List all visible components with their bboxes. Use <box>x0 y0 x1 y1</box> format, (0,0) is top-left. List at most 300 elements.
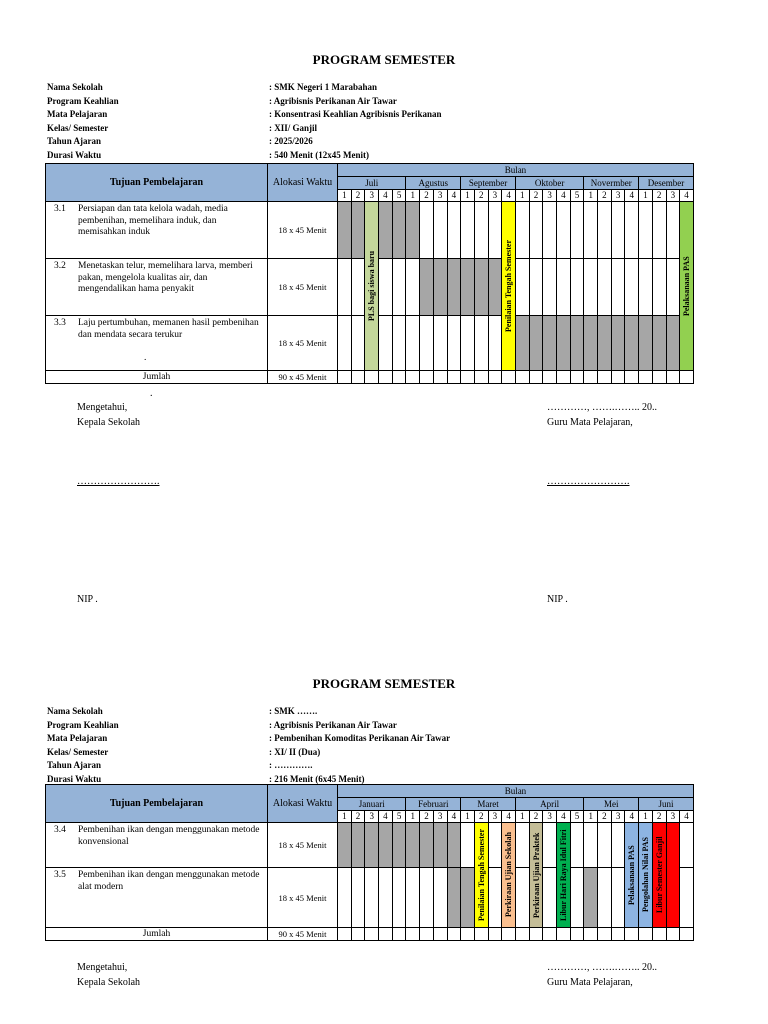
week-cell <box>584 259 598 316</box>
alokasi-cell: 18 x 45 Menit <box>268 316 338 371</box>
tujuan-number: 3.2 <box>54 261 66 271</box>
week-number: 4 <box>379 811 393 823</box>
week-cell <box>598 202 612 259</box>
info-label: Kelas/ Semester <box>47 122 109 133</box>
sign-right-1: …………, …….…….. 20.. <box>547 402 657 413</box>
week-number: 1 <box>338 190 352 202</box>
schedule-table <box>45 163 694 384</box>
sign-left-1: Mengetahui, <box>77 402 128 413</box>
week-cell <box>680 823 694 868</box>
tujuan-number: 3.4 <box>54 825 66 835</box>
week-cell <box>351 928 365 941</box>
week-number: 1 <box>584 811 598 823</box>
week-cell <box>611 823 625 868</box>
week-cell <box>365 371 379 384</box>
week-cell <box>474 371 488 384</box>
week-number: 2 <box>529 811 543 823</box>
info-label: Kelas/ Semester <box>47 746 109 757</box>
week-number: 2 <box>652 190 666 202</box>
week-cell <box>570 868 584 928</box>
info-value: : XII/ Ganjil <box>269 122 318 133</box>
event-column <box>652 823 666 928</box>
week-cell <box>488 259 502 316</box>
week-cell <box>447 259 461 316</box>
week-number: 3 <box>543 190 557 202</box>
week-cell <box>584 928 598 941</box>
week-cell <box>461 868 475 928</box>
info-label: Nama Sekolah <box>47 82 103 92</box>
week-cell <box>488 868 502 928</box>
week-cell <box>529 928 543 941</box>
week-cell <box>584 868 598 928</box>
month-header: September <box>461 177 516 190</box>
week-cell <box>570 371 584 384</box>
jumlah-label: Jumlah <box>46 371 268 384</box>
week-cell <box>666 202 680 259</box>
sign-right-2: Guru Mata Pelajaran, <box>547 417 633 428</box>
info-value: : SMK Negeri 1 Marabahan <box>269 82 377 92</box>
week-number: 3 <box>433 811 447 823</box>
month-header: Februari <box>406 798 461 811</box>
info-value: : XI/ II (Dua) <box>269 746 321 757</box>
month-header: Mei <box>584 798 639 811</box>
week-cell <box>570 928 584 941</box>
week-cell <box>461 928 475 941</box>
week-number: 3 <box>543 811 557 823</box>
event-label <box>667 825 680 925</box>
event-label: Pelaksanaan PAS <box>682 256 692 316</box>
tujuan-number: 3.1 <box>54 204 66 214</box>
jumlah-label: Jumlah <box>46 928 268 941</box>
week-cell <box>570 823 584 868</box>
week-cell <box>447 316 461 371</box>
week-cell <box>406 316 420 371</box>
header-alokasi: Alokasi Waktu <box>268 164 338 202</box>
info-label: Durasi Waktu <box>47 773 102 784</box>
week-cell <box>351 259 365 316</box>
week-cell <box>557 371 571 384</box>
event-label: Penilaian Tengah Semester <box>504 240 514 333</box>
week-cell <box>420 371 434 384</box>
week-cell <box>338 259 352 316</box>
week-number: 2 <box>652 811 666 823</box>
dot-mark: . <box>150 388 153 399</box>
week-cell <box>420 259 434 316</box>
week-number: 1 <box>515 811 529 823</box>
week-cell <box>433 259 447 316</box>
week-cell <box>338 202 352 259</box>
week-cell <box>365 823 379 868</box>
week-cell <box>433 823 447 868</box>
header-bulan: Bulan <box>338 164 694 177</box>
week-cell <box>502 371 516 384</box>
month-header: Novermber <box>584 177 639 190</box>
week-number: 1 <box>461 811 475 823</box>
week-cell <box>379 868 393 928</box>
nip-left: NIP . <box>77 594 98 605</box>
info-value: : 2025/2026 <box>269 136 313 146</box>
week-number: 4 <box>447 811 461 823</box>
signature-line-left: ……………………. <box>77 476 160 487</box>
week-cell <box>447 823 461 868</box>
week-cell <box>652 202 666 259</box>
week-number: 3 <box>365 811 379 823</box>
month-header: Juni <box>639 798 694 811</box>
month-header: Desember <box>639 177 694 190</box>
info-value: : 216 Menit (6x45 Menit) <box>269 773 365 784</box>
event-column <box>502 823 516 928</box>
week-number: 1 <box>461 190 475 202</box>
header-tujuan: Tujuan Pembelajaran <box>46 785 268 823</box>
tujuan-cell <box>46 823 268 868</box>
week-cell <box>447 928 461 941</box>
week-cell <box>543 202 557 259</box>
week-number: 3 <box>611 811 625 823</box>
week-cell <box>625 371 639 384</box>
week-cell <box>598 316 612 371</box>
info-value: : 540 Menit (12x45 Menit) <box>269 149 369 160</box>
week-cell <box>543 259 557 316</box>
week-cell <box>338 868 352 928</box>
week-cell <box>461 371 475 384</box>
event-label: Perkiraan Ujian Sekolah <box>504 832 514 918</box>
week-number: 3 <box>666 811 680 823</box>
week-cell <box>652 928 666 941</box>
week-cell <box>515 928 529 941</box>
week-cell <box>557 928 571 941</box>
week-cell <box>543 371 557 384</box>
week-number: 2 <box>474 811 488 823</box>
week-cell <box>680 928 694 941</box>
jumlah-value: 90 x 45 Menit <box>268 371 338 384</box>
week-number: 4 <box>680 190 694 202</box>
week-cell <box>433 316 447 371</box>
week-number: 2 <box>351 190 365 202</box>
week-cell <box>639 259 653 316</box>
event-column <box>502 202 516 371</box>
week-number: 2 <box>598 190 612 202</box>
sign-left-1: Mengetahui, <box>77 962 128 973</box>
week-cell <box>529 316 543 371</box>
sign-left-2: Kepala Sekolah <box>77 977 141 988</box>
week-cell <box>639 928 653 941</box>
week-cell <box>406 823 420 868</box>
week-number: 1 <box>406 190 420 202</box>
week-cell <box>488 823 502 868</box>
schedule-table-2 <box>45 784 694 941</box>
week-cell <box>625 928 639 941</box>
week-number: 4 <box>680 811 694 823</box>
week-cell <box>351 371 365 384</box>
header-alokasi: Alokasi Waktu <box>268 785 338 823</box>
week-number: 5 <box>392 190 406 202</box>
event-label: PLS bagi siswa baru <box>367 250 377 322</box>
week-cell <box>338 823 352 868</box>
week-cell <box>598 928 612 941</box>
info-label: Tahun Ajaran <box>47 760 101 770</box>
header-bulan: Bulan <box>338 785 694 798</box>
week-number: 5 <box>570 811 584 823</box>
week-cell <box>611 259 625 316</box>
header-tujuan: Tujuan Pembelajaran <box>46 164 268 202</box>
week-cell <box>351 316 365 371</box>
week-cell <box>406 371 420 384</box>
week-cell <box>474 316 488 371</box>
month-header: April <box>515 798 583 811</box>
week-cell <box>433 202 447 259</box>
week-cell <box>611 868 625 928</box>
week-cell <box>406 868 420 928</box>
week-cell <box>488 928 502 941</box>
week-cell <box>529 202 543 259</box>
week-cell <box>611 371 625 384</box>
week-number: 1 <box>639 811 653 823</box>
week-number: 3 <box>433 190 447 202</box>
week-cell <box>379 928 393 941</box>
week-cell <box>379 202 393 259</box>
page-title-2: PROGRAM SEMESTER <box>312 676 456 691</box>
week-number: 1 <box>515 190 529 202</box>
week-cell <box>557 259 571 316</box>
week-cell <box>406 259 420 316</box>
week-cell <box>680 868 694 928</box>
week-cell <box>365 928 379 941</box>
week-cell <box>420 928 434 941</box>
month-header: Juli <box>338 177 406 190</box>
month-header: Maret <box>461 798 516 811</box>
week-cell <box>584 371 598 384</box>
week-cell <box>625 259 639 316</box>
week-cell <box>543 928 557 941</box>
week-cell <box>529 371 543 384</box>
week-cell <box>474 202 488 259</box>
week-cell <box>392 928 406 941</box>
week-cell <box>625 316 639 371</box>
event-column <box>639 823 653 928</box>
week-cell <box>570 202 584 259</box>
week-cell <box>570 259 584 316</box>
week-number: 4 <box>625 811 639 823</box>
info-label: Durasi Waktu <box>47 149 102 160</box>
week-cell <box>557 316 571 371</box>
week-cell <box>666 928 680 941</box>
week-number: 2 <box>420 811 434 823</box>
week-cell <box>379 371 393 384</box>
week-cell <box>598 868 612 928</box>
week-cell <box>584 823 598 868</box>
sign-left-2: Kepala Sekolah <box>77 417 141 428</box>
tujuan-text: Pembenihan ikan dengan menggunakan metode alat modern <box>78 870 260 892</box>
week-cell <box>379 316 393 371</box>
week-cell <box>406 928 420 941</box>
week-number: 3 <box>488 190 502 202</box>
week-cell <box>515 202 529 259</box>
info-value: : Agribisnis Perikanan Air Tawar <box>269 95 397 106</box>
event-label: Perkiraan Ujian Praktek <box>531 832 541 918</box>
week-cell <box>351 868 365 928</box>
week-cell <box>625 202 639 259</box>
week-cell <box>502 928 516 941</box>
week-number: 5 <box>392 811 406 823</box>
event-column <box>474 823 488 928</box>
week-cell <box>392 823 406 868</box>
week-number: 4 <box>502 190 516 202</box>
week-cell <box>406 202 420 259</box>
week-cell <box>652 371 666 384</box>
tujuan-text: Pembenihan ikan dengan menggunakan metode konvensional <box>78 825 260 847</box>
week-cell <box>420 868 434 928</box>
tujuan-text: Laju pertumbuhan, memanen hasil pembenihan dan mendata secara terukur . <box>78 318 259 363</box>
event-column <box>680 202 694 371</box>
event-column <box>365 202 379 371</box>
tujuan-number: 3.5 <box>54 870 66 880</box>
event-column <box>557 823 571 928</box>
jumlah-value: 90 x 45 Menit <box>268 928 338 941</box>
week-cell <box>529 259 543 316</box>
tujuan-cell <box>46 259 268 316</box>
week-number: 2 <box>351 811 365 823</box>
week-cell <box>365 868 379 928</box>
week-number: 2 <box>598 811 612 823</box>
week-cell <box>598 823 612 868</box>
week-number: 5 <box>570 190 584 202</box>
week-cell <box>338 928 352 941</box>
week-cell <box>392 868 406 928</box>
week-cell <box>461 259 475 316</box>
week-cell <box>611 928 625 941</box>
week-cell <box>461 316 475 371</box>
event-label: Pengolahan Nilai PAS <box>640 837 650 913</box>
week-cell <box>639 371 653 384</box>
month-header: Januari <box>338 798 406 811</box>
week-cell <box>666 371 680 384</box>
tujuan-cell <box>46 202 268 259</box>
week-cell <box>338 316 352 371</box>
info-label: Tahun Ajaran <box>47 136 101 146</box>
sign-right-1: …………, …….…….. 20.. <box>547 962 657 973</box>
nip-right: NIP . <box>547 594 568 605</box>
week-cell <box>447 371 461 384</box>
week-cell <box>515 868 529 928</box>
week-cell <box>488 371 502 384</box>
week-cell <box>584 202 598 259</box>
week-number: 3 <box>365 190 379 202</box>
week-number: 4 <box>625 190 639 202</box>
week-cell <box>515 259 529 316</box>
week-number: 4 <box>557 811 571 823</box>
week-cell <box>461 202 475 259</box>
week-cell <box>639 202 653 259</box>
info-value: : Agribisnis Perikanan Air Tawar <box>269 719 397 730</box>
week-cell <box>420 823 434 868</box>
week-cell <box>392 371 406 384</box>
info-label: Program Keahlian <box>47 719 119 730</box>
info-label: Mata Pelajaran <box>47 109 108 119</box>
tujuan-text: Persiapan dan tata kelola wadah, media pembenihan, memelihara induk, dan memisahkan induk <box>78 204 228 237</box>
tujuan-number: 3.3 <box>54 318 66 328</box>
signature-line-right: ……………………. <box>547 476 630 487</box>
week-cell <box>392 316 406 371</box>
week-cell <box>351 823 365 868</box>
week-number: 3 <box>488 811 502 823</box>
event-column <box>625 823 639 928</box>
event-label: Libur Semester Ganjil <box>654 836 664 914</box>
week-cell <box>474 259 488 316</box>
week-cell <box>598 371 612 384</box>
week-cell <box>515 316 529 371</box>
week-cell <box>351 202 365 259</box>
event-column <box>529 823 543 928</box>
info-label: Program Keahlian <box>47 95 119 106</box>
week-number: 1 <box>639 190 653 202</box>
week-cell <box>433 928 447 941</box>
week-cell <box>652 316 666 371</box>
week-cell <box>557 202 571 259</box>
event-column <box>666 823 680 928</box>
week-cell <box>639 316 653 371</box>
week-number: 2 <box>529 190 543 202</box>
page-title: PROGRAM SEMESTER <box>312 52 456 67</box>
week-number: 4 <box>447 190 461 202</box>
week-number: 3 <box>666 190 680 202</box>
info-value: : SMK ……. <box>269 706 318 716</box>
week-cell <box>447 868 461 928</box>
week-cell <box>584 316 598 371</box>
sign-right-2: Guru Mata Pelajaran, <box>547 977 633 988</box>
week-cell <box>379 823 393 868</box>
alokasi-cell: 18 x 45 Menit <box>268 259 338 316</box>
week-cell <box>652 259 666 316</box>
alokasi-cell: 18 x 45 Menit <box>268 823 338 868</box>
week-cell <box>570 316 584 371</box>
week-cell <box>379 259 393 316</box>
week-cell <box>392 202 406 259</box>
week-cell <box>543 868 557 928</box>
event-label: Penilaian Tengah Semester <box>476 829 486 922</box>
week-cell <box>488 202 502 259</box>
week-cell <box>447 202 461 259</box>
info-label: Nama Sekolah <box>47 706 103 716</box>
week-cell <box>488 316 502 371</box>
week-cell <box>666 259 680 316</box>
tujuan-cell <box>46 868 268 928</box>
week-cell <box>515 823 529 868</box>
alokasi-cell: 18 x 45 Menit <box>268 868 338 928</box>
week-cell <box>611 202 625 259</box>
event-label: Pelaksanaan PAS <box>627 845 637 905</box>
info-value: : …………. <box>269 760 313 770</box>
week-number: 4 <box>557 190 571 202</box>
week-cell <box>461 823 475 868</box>
week-cell <box>338 371 352 384</box>
week-cell <box>680 371 694 384</box>
info-value: : Konsentrasi Keahlian Agribisnis Perikanan <box>269 109 442 119</box>
tujuan-text: Menetaskan telur, memelihara larva, memberi pakan, mengelola kualitas air, dan mengendalikan hama penyakit <box>78 261 253 294</box>
week-number: 3 <box>611 190 625 202</box>
week-cell <box>543 316 557 371</box>
week-number: 4 <box>502 811 516 823</box>
alokasi-cell: 18 x 45 Menit <box>268 202 338 259</box>
week-number: 1 <box>338 811 352 823</box>
tujuan-cell <box>46 316 268 371</box>
week-cell <box>543 823 557 868</box>
week-cell <box>392 259 406 316</box>
week-number: 4 <box>379 190 393 202</box>
week-number: 1 <box>584 190 598 202</box>
week-number: 1 <box>406 811 420 823</box>
month-header: Oktober <box>515 177 583 190</box>
info-value: : Pembenihan Komoditas Perikanan Air Tawar <box>269 733 451 743</box>
